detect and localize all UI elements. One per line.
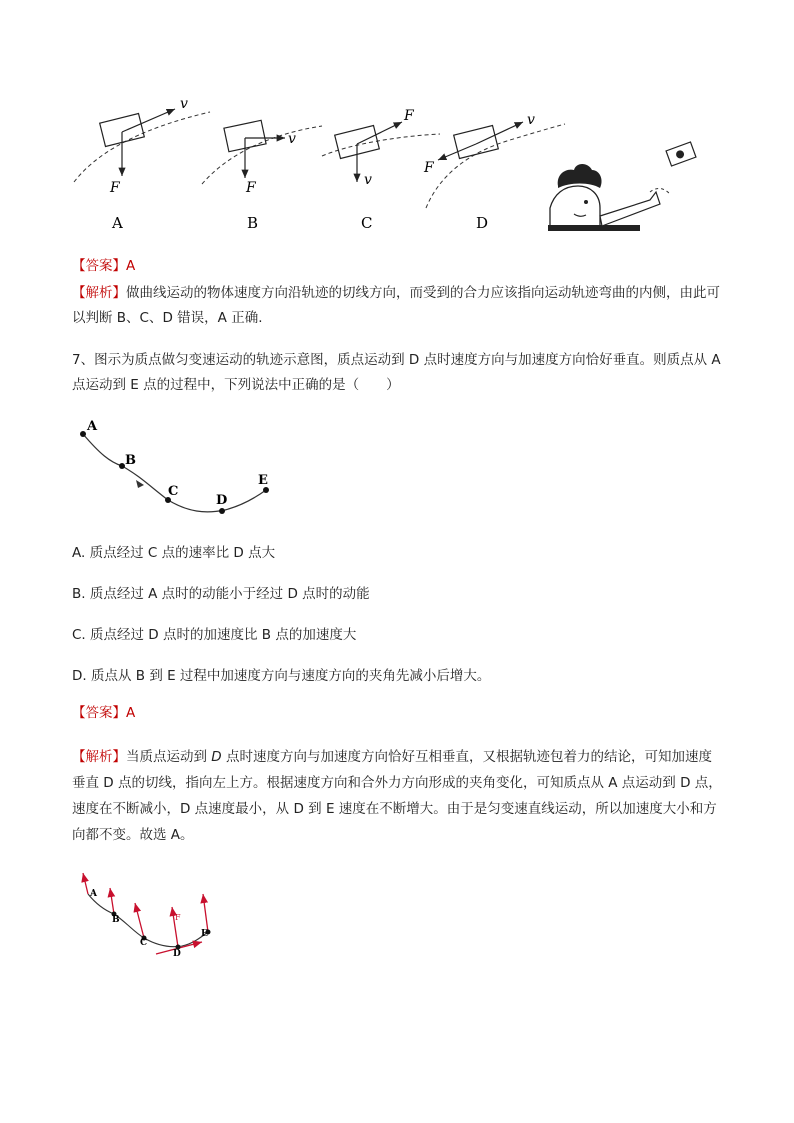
analysis-text: 做曲线运动的物体速度方向沿轨迹的切线方向，而受到的合力应该指向运动轨迹弯曲的内侧，由此可以判断 B、C、D 错误，A 正确. [72, 285, 720, 326]
diagram-d [423, 112, 565, 232]
force-label: F [175, 913, 181, 922]
point-d: D [173, 949, 181, 959]
force-arrows-diagram [78, 870, 228, 960]
option-b: B. 质点经过 A 点时的动能小于经过 D 点时的动能 [72, 586, 370, 602]
label-v: v [527, 112, 535, 128]
diagram-a [74, 96, 210, 232]
diagram-c [322, 108, 440, 232]
label-f: F [404, 108, 414, 124]
analysis-2 [72, 744, 722, 848]
caption-b: B [247, 214, 259, 232]
option-c: C. 质点经过 D 点时的加速度比 B 点的加速度大 [72, 627, 357, 643]
label-f: F [246, 180, 256, 196]
point-b: B [125, 453, 136, 468]
point-a: A [87, 419, 98, 434]
analysis-prefix: 当质点运动到 [126, 749, 212, 765]
figure-force-options [60, 88, 740, 238]
point-d: D [216, 493, 228, 508]
answer-2 [72, 701, 722, 726]
answer-value: A [126, 705, 136, 721]
question-stem: 7、图示为质点做匀变速运动的轨迹示意图，质点运动到 D 点时速度方向与加速度方向恰好垂直。则质点从 A 点运动到 E 点的过程中，下列说法中正确的是（ ） [72, 352, 721, 393]
point-a: A [90, 889, 97, 899]
caption-d: D [476, 214, 489, 232]
diagram-b [202, 120, 322, 232]
question-7-text [72, 348, 722, 398]
answer-1 [72, 254, 722, 279]
analysis-1 [72, 281, 722, 331]
label-f: F [424, 160, 434, 176]
answer-tag: 【答案】 [72, 258, 126, 274]
label-v: v [288, 131, 296, 147]
option-d: D. 质点从 B 到 E 过程中加速度方向与速度方向的夹角先减小后增大。 [72, 668, 491, 684]
label-v: v [180, 96, 188, 112]
caption-c: C [361, 214, 373, 232]
analysis-text: 点时速度方向与加速度方向恰好互相垂直，又根据轨迹包着力的结论，可知加速度垂直 D 点的切线，指向左上方。根据速度方向和合外力方向形成的夹角变化，可知质点从 A 点运动到 D 点，速度在不断减小，D 点速度最小，从 D 到 E 速度在不断增大。由于是匀变速直线运动，所以加速度大小和方向都不变。故选 A。 [72, 749, 722, 843]
trajectory-diagram [70, 414, 290, 524]
point-c: C [140, 938, 148, 948]
point-e: E [258, 473, 268, 488]
analysis-tag: 【解析】 [72, 749, 126, 765]
answer-tag: 【答案】 [72, 705, 126, 721]
point-c: C [168, 484, 179, 499]
analysis-tag: 【解析】 [72, 285, 126, 301]
point-b: B [112, 915, 120, 925]
analysis-point: D [211, 749, 222, 765]
label-f: F [110, 180, 120, 196]
answer-value: A [126, 258, 136, 274]
boy-throwing-illustration [548, 142, 696, 228]
option-a: A. 质点经过 C 点的速率比 D 点大 [72, 545, 276, 561]
label-v: v [364, 172, 372, 188]
point-e: E [201, 929, 208, 939]
caption-a: A [112, 214, 123, 232]
